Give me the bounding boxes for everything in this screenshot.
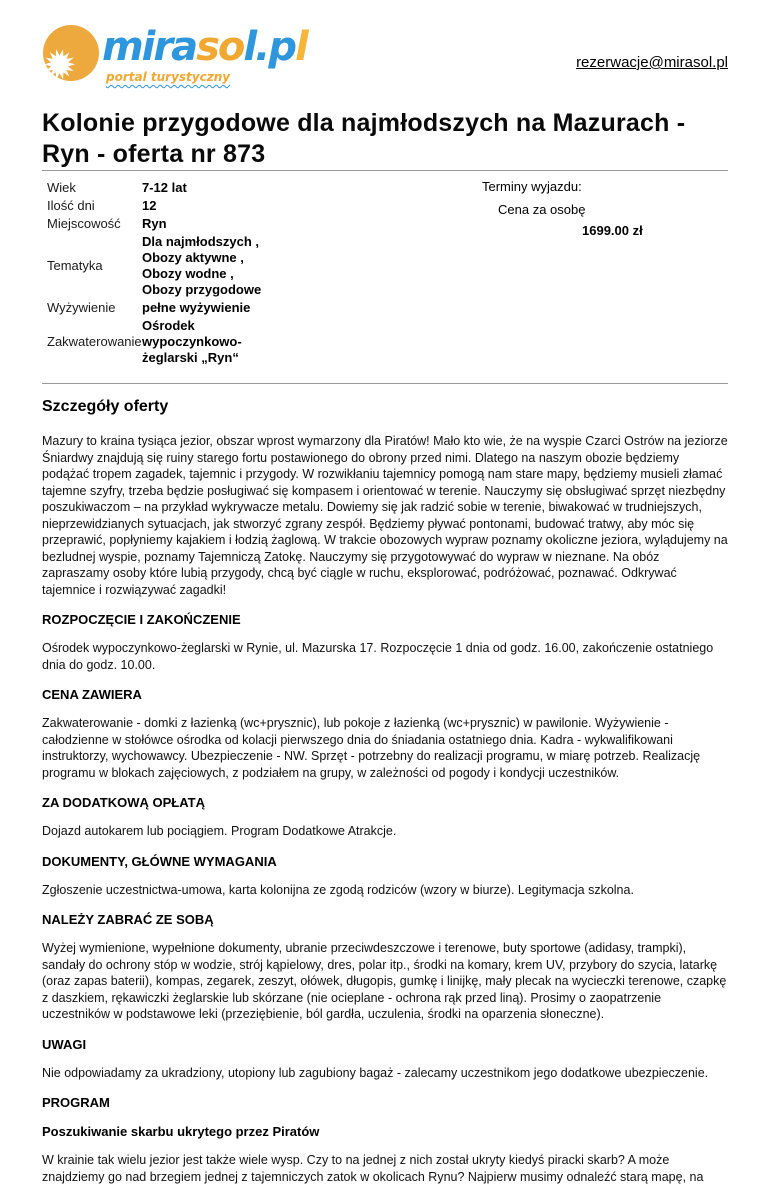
detail-value-age: 7-12 lat xyxy=(142,180,187,195)
sun-icon xyxy=(42,24,100,82)
details-table xyxy=(47,179,264,367)
detail-value-theme: Dla najmłodszych , Obozy aktywne , Obozy wodne , Obozy przygodowe xyxy=(142,234,262,297)
price-per-person-label: Cena za osobę xyxy=(498,202,586,217)
section-heading-program: PROGRAM xyxy=(42,1095,110,1110)
terms-title: Terminy wyjazdu: xyxy=(482,179,582,194)
logo-tagline: portal turystyczny xyxy=(106,70,231,84)
logo-word-part3: l.p xyxy=(243,24,295,70)
logo-word-part4: l xyxy=(294,24,307,70)
offer-summary xyxy=(42,171,728,383)
program-body: W krainie tak wielu jezior jest także wiele wysp. Czy to na jednej z nich został ukryty kiedyś piracki skarb? A może znajdziemy go nad brzegiem jednej z tajemniczych zatok w okolicach Rynu? Najpierw musimy odnaleźć starą mapę, na xyxy=(42,1153,704,1184)
detail-value-food: pełne wyżywienie xyxy=(142,300,251,315)
detail-label-age: Wiek xyxy=(47,180,76,195)
section-heading-notes: UWAGI xyxy=(42,1036,87,1052)
section-body-documents: Zgłoszenie uczestnictwa-umowa, karta kolonijna ze zgodą rodziców (wzory w biurze). Legitymacja szkolna. xyxy=(42,882,634,897)
program-subheading: Poszukiwanie skarbu ukrytego przez Piratów xyxy=(42,1124,320,1139)
detail-label-theme: Tematyka xyxy=(47,258,103,273)
offer-details xyxy=(42,384,728,1185)
section-body-start-end: Ośrodek wypoczynkowo-żeglarski w Rynie, ul. Mazurska 17. Rozpoczęcie 1 dnia od godz. 16.00, zakończenie ostatniego dnia do godz. 10.00. xyxy=(42,641,714,672)
offer-details-heading: Szczegóły oferty xyxy=(42,398,169,415)
reservation-email-link[interactable]: rezerwacje@mirasol.pl xyxy=(576,54,728,71)
detail-label-days: Ilość dni xyxy=(47,198,95,213)
section-heading-price-includes: CENA ZAWIERA xyxy=(42,687,142,702)
departure-terms xyxy=(482,179,643,367)
price-value: 1699.00 zł xyxy=(582,223,643,238)
table-row xyxy=(47,215,264,233)
logo-word-part1: mira xyxy=(102,24,197,70)
detail-label-food: Wyżywienie xyxy=(47,300,116,315)
section-body-price-includes: Zakwaterowanie - domki z łazienką (wc+prysznic), lub pokoje z łazienką (wc+prysznic) w pawilonie. Wyżywienie - całodzienne w stołówce ośrodka od kolacji pierwszego dnia do śniadania ostatniego dnia. Kadra - wykwalifikowani instruktorzy, wychowawcy. Ubezpieczenie - NW. Sprzęt - potrzebny do realizacji programu, w miarę potrzeb. Realizację programu w blokach zajęciowych, z podziałem na grupy, w zależności od pogody i kondycji uczestników. xyxy=(42,716,701,780)
table-row xyxy=(47,299,264,317)
logo-wordmark xyxy=(102,26,307,86)
table-row xyxy=(47,233,264,299)
page-header xyxy=(42,24,728,86)
section-heading-bring-along: NALEŻY ZABRAĆ ZE SOBĄ xyxy=(42,912,214,927)
table-row xyxy=(47,197,264,215)
section-heading-documents: DOKUMENTY, GŁÓWNE WYMAGANIA xyxy=(42,853,277,869)
offer-title: Kolonie przygodowe dla najmłodszych na Mazurach - Ryn - oferta nr 873 xyxy=(42,109,686,168)
section-body-extra-fee: Dojazd autokarem lub pociągiem. Program Dodatkowe Atrakcje. xyxy=(42,824,397,838)
detail-value-accommodation: Ośrodek wypoczynkowo-żeglarski „Ryn“ xyxy=(142,318,242,365)
detail-label-town: Miejscowość xyxy=(47,216,121,231)
offer-intro: Mazury to kraina tysiąca jezior, obszar wprost wymarzony dla Piratów! Mało kto wie, że na wyspie Czarci Ostrów na jeziorze Śniardwy znajdują się ruiny starego fortu postawionego do obrony przed nimi. Dlatego na naszym obozie będziemy podążać tropem zagadek, tajemnic i przygody. W rozwikłaniu tajemnicy pomogą nam stare mapy, będziemy musieli złamać tajemne szyfry, trzeba będzie posługiwać się kompasem i orientować w terenie. Nauczymy się obsługiwać sprzęt niezbędny poszukiwaczom – na przykład wykrywacze metalu. Dowiemy się jak radzić sobie w terenie, biwakować w trudniejszych, nieprzewidzianych sytuacjach, jak stworzyć zgrany zespół. Będziemy pływać pontonami, budować tratwy, aby móc się przeprawić, popłyniemy kajakiem i łodzią żaglową. W trakcie obozowych wypraw poznamy okoliczne jeziora, wylądujemy na bezludnej wyspie, poznamy Tajemniczą Zatokę. Nauczymy się przygotowywać do wypraw w nieznane. Na obóz zapraszamy osoby które lubią przygody, chcą być ciągle w ruchu, eksplorować, podróżować, poznawać. Odkrywać tajemnice i rozwiązywać zagadki! xyxy=(42,434,728,597)
section-body-notes: Nie odpowiadamy za ukradziony, utopiony lub zagubiony bagaż - zalecamy uczestnikom jego dodatkowe ubezpieczenie. xyxy=(42,1065,709,1080)
section-heading-extra-fee: ZA DODATKOWĄ OPŁATĄ xyxy=(42,795,205,810)
section-body-bring-along: Wyżej wymienione, wypełnione dokumenty, ubranie przeciwdeszczowe i terenowe, buty sportowe (adidasy, trampki), sandały do ochrony stóp w wodzie, strój kąpielowy, dres, polar itp., środki na komary, krem UV, przybory do szycia, latarkę (oraz zapas baterii), kompas, zegarek, zeszyt, ołówek, długopis, gumkę i linijkę, mały plecak na wycieczki terenowe, czapkę z daszkiem, rękawiczki żeglarskie lub skórzane (nie ocieplane - ochrona rąk przed liną). Prosimy o zaopatrzenie uczestników w podstawowe leki (przeziębienie, ból gardła, uczulenia, środki na oparzenia słoneczne). xyxy=(42,941,727,1021)
logo-word-part2: so xyxy=(196,24,244,70)
detail-value-days: 12 xyxy=(142,198,157,213)
mirasol-logo[interactable] xyxy=(42,24,307,86)
table-row xyxy=(47,317,264,367)
section-heading-start-end: ROZPOCZĘCIE I ZAKOŃCZENIE xyxy=(42,612,241,627)
detail-value-town: Ryn xyxy=(142,216,167,231)
table-row xyxy=(47,179,264,197)
detail-label-accommodation: Zakwaterowanie xyxy=(47,334,142,349)
